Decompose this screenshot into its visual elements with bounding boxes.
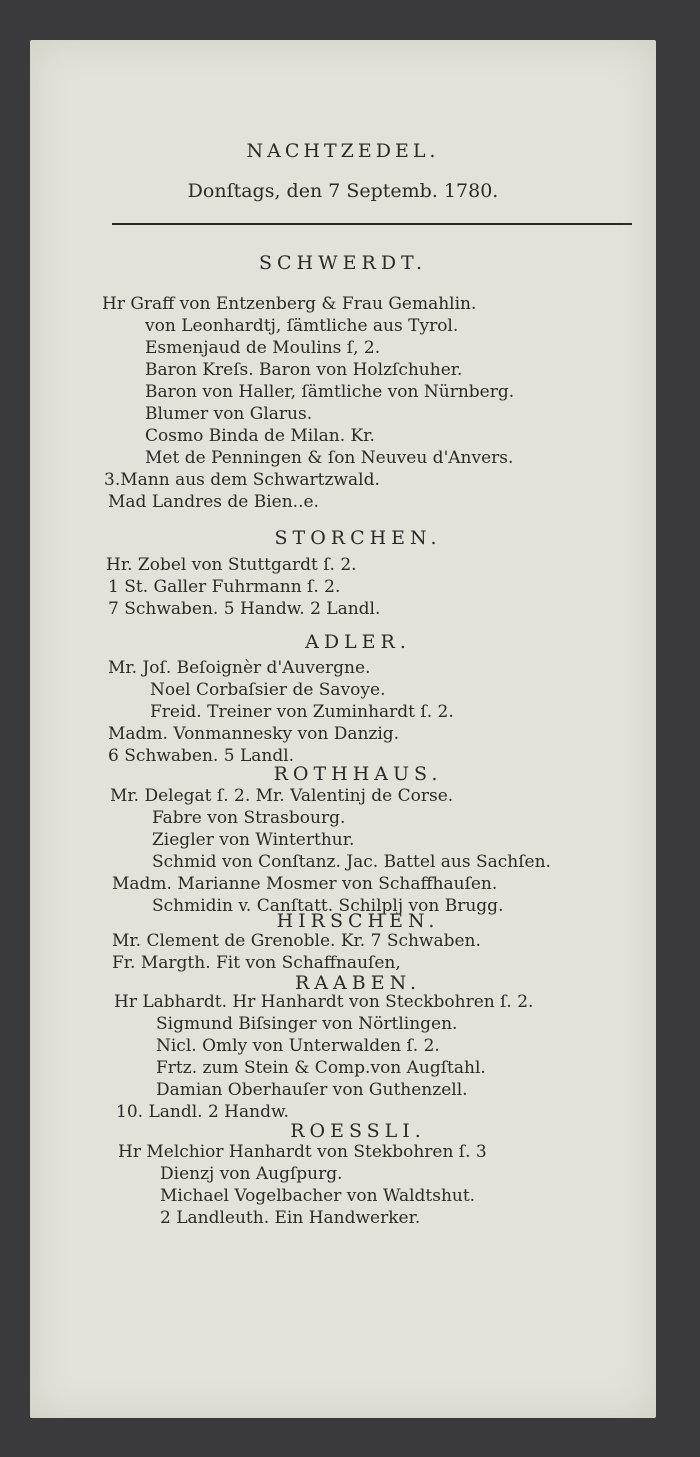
entry-line: Baron Kreſs. Baron von Holzſchuher. xyxy=(145,360,463,380)
section-heading-schwerdt: SCHWERDT. xyxy=(259,252,427,274)
entry-line: Mad Landres de Bien..e. xyxy=(108,492,319,512)
divider-rule xyxy=(112,223,632,225)
entry-line: 7 Schwaben. 5 Handw. 2 Landl. xyxy=(108,599,381,619)
entry-line: Baron von Haller, ſämtliche von Nürnberg. xyxy=(145,382,515,402)
section-heading-roessli: ROESSLI. xyxy=(290,1120,426,1142)
entry-line: von Leonhardtj, ſämtliche aus Tyrol. xyxy=(145,316,459,336)
entry-line: Freid. Treiner von Zuminhardt ſ. 2. xyxy=(150,702,454,722)
entry-line: Noel Corbaſsier de Savoye. xyxy=(150,680,386,700)
section-heading-raaben: RAABEN. xyxy=(294,972,422,994)
section-heading-adler: ADLER. xyxy=(305,631,411,653)
entry-line: Met de Penningen & ſon Neuveu d'Anvers. xyxy=(145,448,514,468)
entry-line: Hr Graff von Entzenberg & Frau Gemahlin. xyxy=(102,294,477,314)
entry-line: 10. Landl. 2 Handw. xyxy=(116,1102,289,1122)
entry-line: Mr. Delegat ſ. 2. Mr. Valentinj de Corse. xyxy=(110,786,454,806)
entry-line: Ziegler von Winterthur. xyxy=(152,830,355,850)
entry-line: 3.Mann aus dem Schwartzwald. xyxy=(104,470,380,490)
entry-line: Fr. Margth. Fit von Schaffnauſen, xyxy=(112,953,401,973)
entry-line: Damian Oberhauſer von Guthenzell. xyxy=(156,1080,468,1100)
entry-line: Sigmund Biſsinger von Nörtlingen. xyxy=(156,1014,458,1034)
entry-line: Madm. Vonmannesky von Danzig. xyxy=(108,724,400,744)
entry-line: 2 Landleuth. Ein Handwerker. xyxy=(160,1208,421,1228)
entry-line: Frtz. zum Stein & Comp.von Augſtahl. xyxy=(156,1058,486,1078)
entry-line: Esmenjaud de Moulins ſ, 2. xyxy=(145,338,381,358)
entry-line: Schmid von Conſtanz. Jac. Battel aus Sachſen. xyxy=(152,852,551,872)
entry-line: Michael Vogelbacher von Waldtshut. xyxy=(160,1186,476,1206)
entry-line: Mr. Joſ. Beſoignèr d'Auvergne. xyxy=(108,658,371,678)
section-heading-storchen: STORCHEN. xyxy=(274,527,442,549)
entry-line: Hr Melchior Hanhardt von Stekbohren ſ. 3 xyxy=(118,1142,487,1162)
paper-sheet xyxy=(30,40,656,1418)
entry-line: Madm. Marianne Mosmer von Schaffhauſen. xyxy=(112,874,498,894)
entry-line: 6 Schwaben. 5 Landl. xyxy=(108,746,295,766)
entry-line: Nicl. Omly von Unterwalden ſ. 2. xyxy=(156,1036,440,1056)
entry-line: Cosmo Binda de Milan. Kr. xyxy=(145,426,375,446)
entry-line: Fabre von Strasbourg. xyxy=(152,808,346,828)
entry-line: Schmidin v. Canſtatt. Schilplj von Brugg. xyxy=(152,896,504,916)
section-heading-rothhaus: ROTHHAUS. xyxy=(273,763,443,785)
document-title: NACHTZEDEL. xyxy=(246,140,440,162)
entry-line: Hr. Zobel von Stuttgardt ſ. 2. xyxy=(106,555,357,575)
entry-line: 1 St. Galler Fuhrmann ſ. 2. xyxy=(108,577,341,597)
entry-line: Blumer von Glarus. xyxy=(145,404,313,424)
entry-line: Mr. Clement de Grenoble. Kr. 7 Schwaben. xyxy=(112,931,481,951)
section-heading-hirschen: HIRSCHEN. xyxy=(276,910,440,932)
entry-line: Hr Labhardt. Hr Hanhardt von Steckbohren ſ. 2. xyxy=(114,992,534,1012)
document-date: Donſtags, den 7 Septemb. 1780. xyxy=(187,180,499,202)
entry-line: Dienzj von Augſpurg. xyxy=(160,1164,343,1184)
